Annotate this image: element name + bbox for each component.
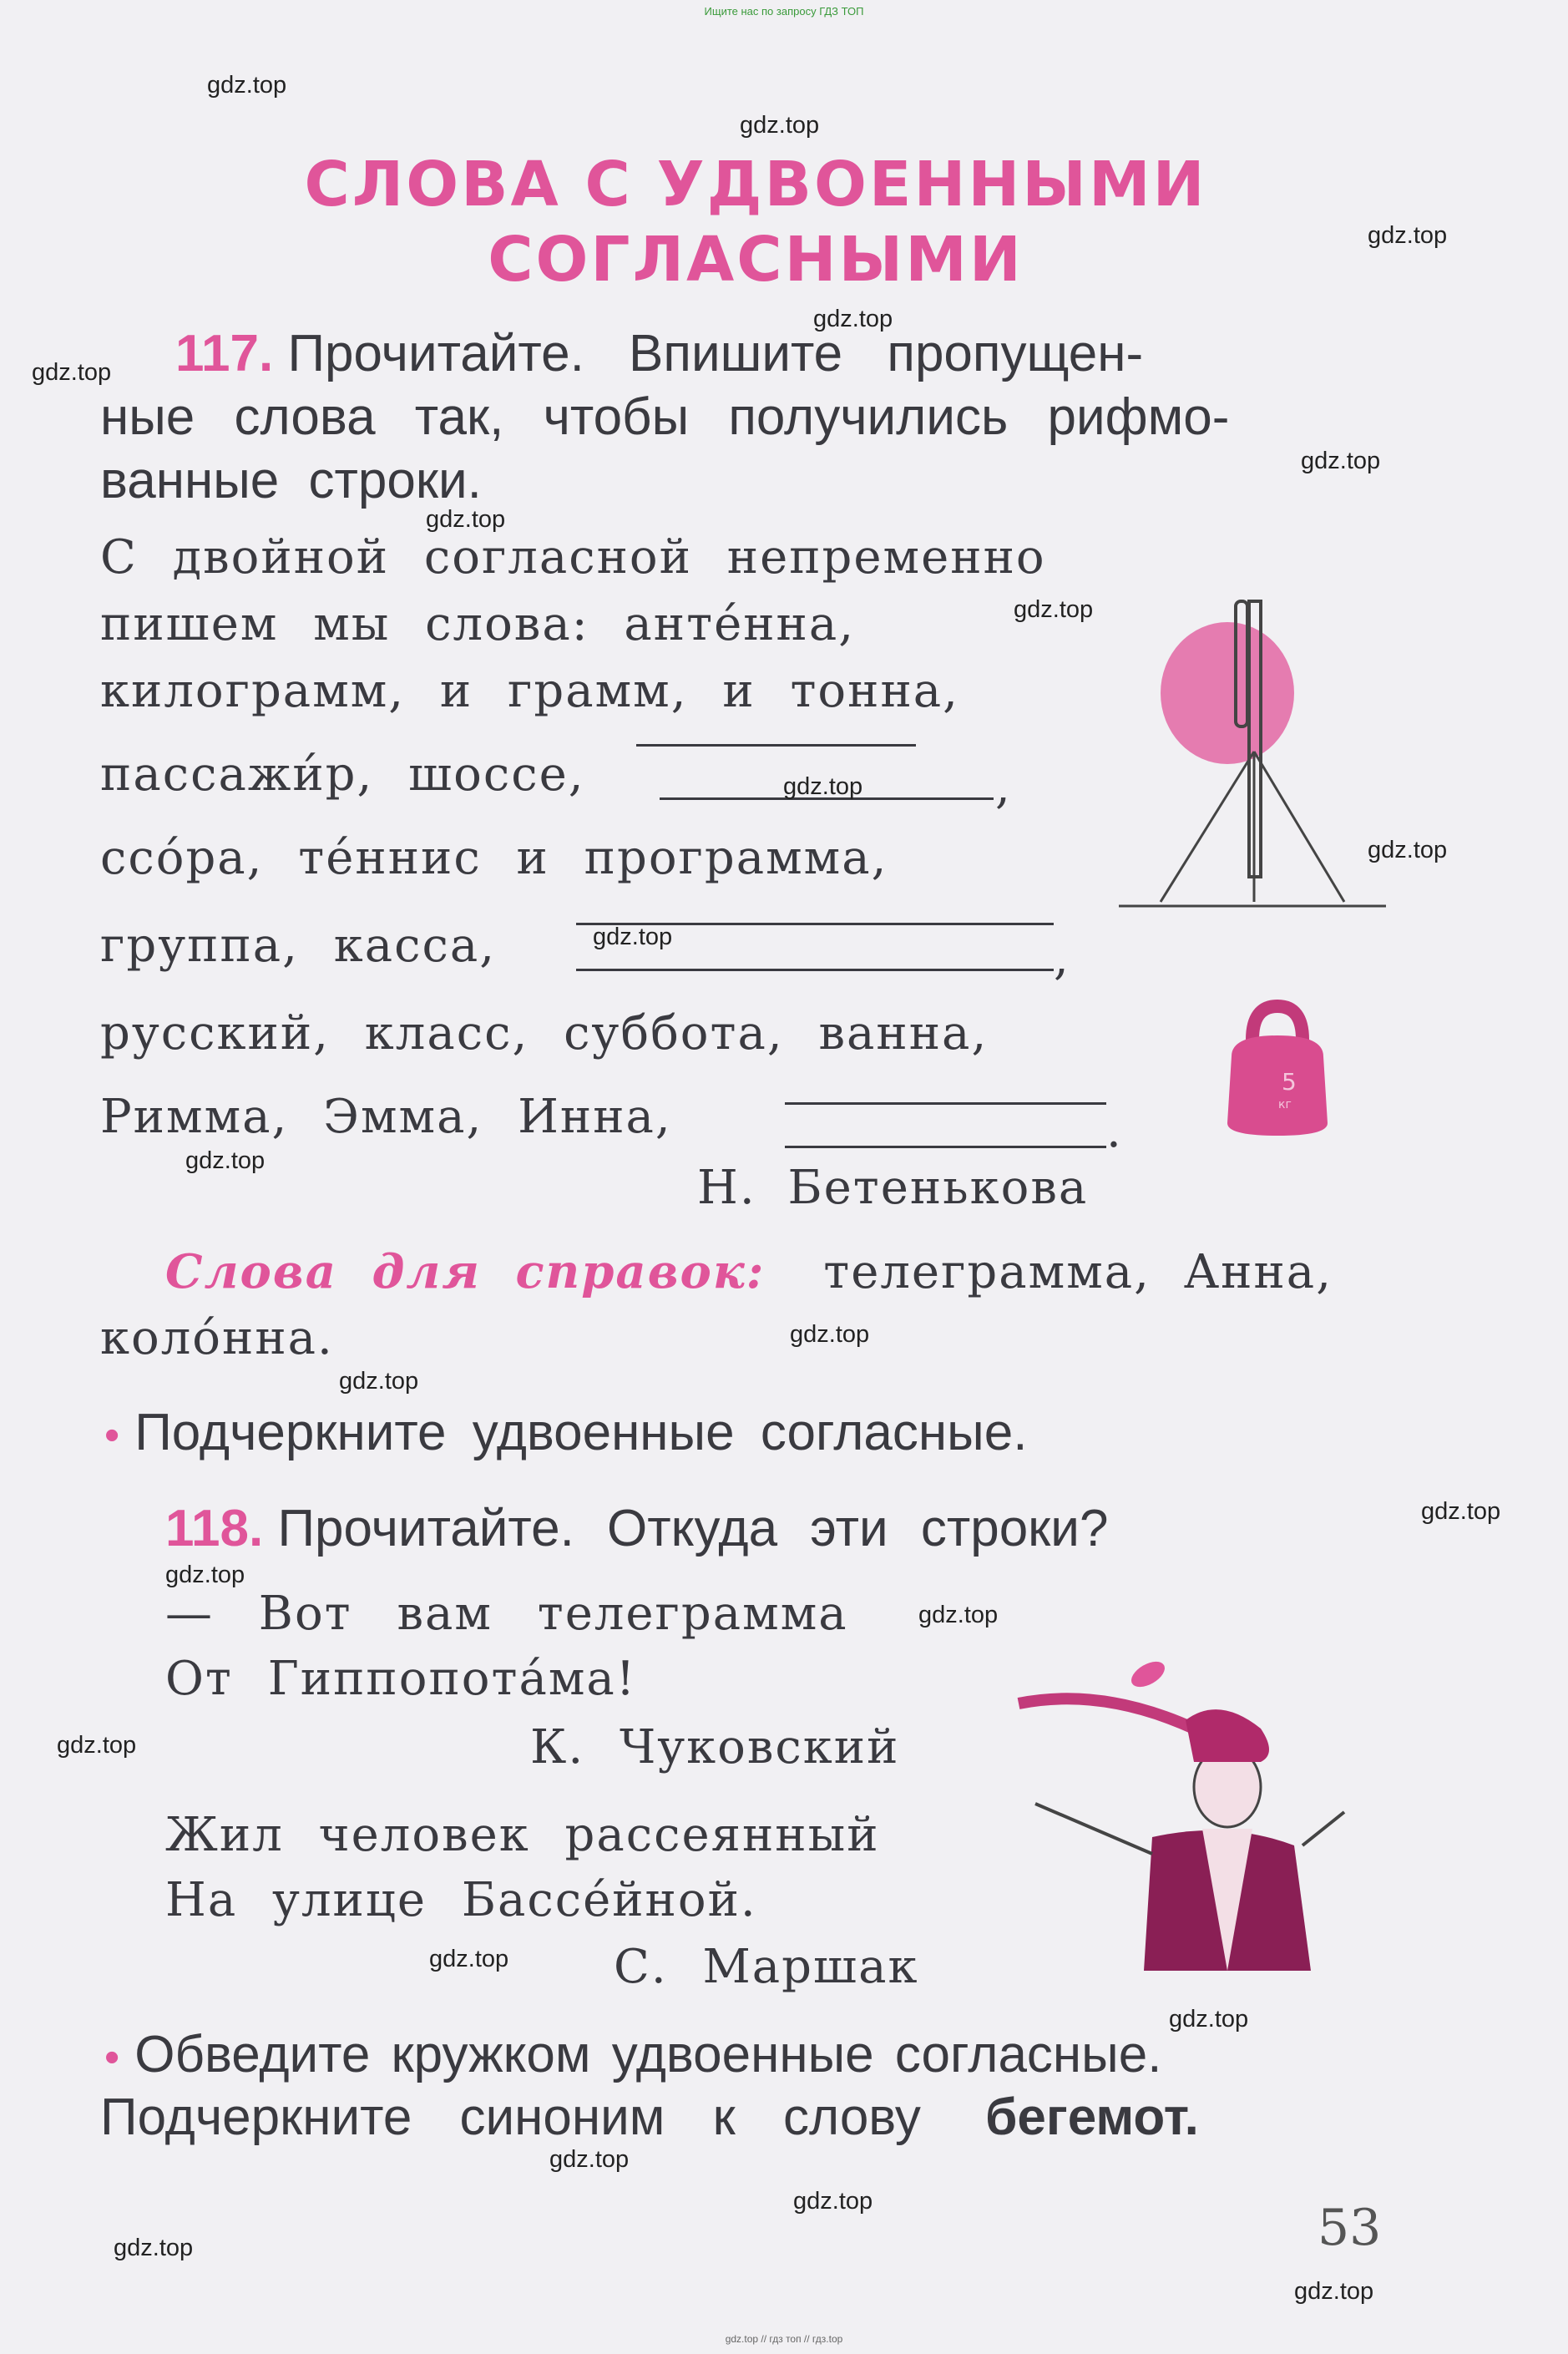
poem-line-7: русский, класс, суббота, ванна, <box>100 1006 989 1061</box>
watermark: gdz.top <box>32 359 112 386</box>
answer-blank-2b[interactable] <box>576 969 1054 971</box>
poem-line-4-comma: , <box>995 760 1012 814</box>
exercise-118-task-2 <box>100 2088 1199 2147</box>
bullet-icon: • <box>104 1411 120 1460</box>
exercise-117-line-1 <box>175 324 1143 383</box>
watermark: gdz.top <box>429 1946 509 1972</box>
bullet-icon: • <box>104 2033 120 2082</box>
reference-line <box>165 1244 1333 1299</box>
page-title-line-2: СОГЛАСНЫМИ <box>488 224 1024 296</box>
reference-words: телеграмма, Анна, <box>823 1245 1333 1299</box>
header-note: Ищите нас по запросу ГДЗ ТОП <box>704 5 864 18</box>
watermark: gdz.top <box>185 1147 266 1174</box>
watermark: gdz.top <box>426 506 506 533</box>
exercise-118-line-1 <box>165 1499 1108 1558</box>
exercise-117-instruction-3: ванные строки. <box>100 452 482 509</box>
watermark: gdz.top <box>593 924 673 950</box>
answer-blank-3a[interactable] <box>785 1102 1106 1105</box>
watermark: gdz.top <box>918 1602 999 1628</box>
exercise-117-task-text: Подчеркните удвоенные согласные. <box>134 1404 1028 1461</box>
reference-label: Слова для справок: <box>165 1244 766 1299</box>
watermark: gdz.top <box>165 1562 245 1588</box>
poem-author: Н. Бетенькова <box>697 1161 1089 1215</box>
poem-line-2: пишем мы слова: анте́нна, <box>100 597 856 651</box>
poem3-author: С. Маршак <box>614 1940 919 1994</box>
answer-blank-1a[interactable] <box>636 744 916 747</box>
antenna-illustration <box>1102 568 1403 919</box>
poem-line-1: С двойной согласной непременно <box>100 530 1046 585</box>
poem2-line-1: — Вот вам телеграмма <box>165 1587 848 1641</box>
weight-unit: кг <box>1278 1098 1292 1111</box>
watermark: gdz.top <box>207 72 287 99</box>
exercise-117-instruction-2: ные слова так, чтобы получились рифмо- <box>100 388 1230 446</box>
watermark: gdz.top <box>339 1368 419 1395</box>
watermark: gdz.top <box>783 773 863 800</box>
reference-words-2: коло́нна. <box>100 1311 334 1365</box>
watermark: gdz.top <box>790 1321 870 1348</box>
exercise-117-task <box>104 1403 1027 1462</box>
exercise-118-number: 118. <box>165 1500 264 1557</box>
poem-line-4-text: пассажи́р, шоссе, <box>100 747 585 802</box>
watermark: gdz.top <box>793 2188 873 2215</box>
page-title-line-1: СЛОВА С УДВОЕННЫМИ <box>304 149 1207 220</box>
watermark: gdz.top <box>740 112 820 139</box>
poem3-line-1: Жил человек рассеянный <box>165 1808 880 1862</box>
exercise-118-task-1 <box>104 2025 1161 2084</box>
watermark: gdz.top <box>1368 837 1448 863</box>
watermark: gdz.top <box>1294 2278 1374 2305</box>
watermark: gdz.top <box>114 2235 194 2261</box>
weight-label: 5 <box>1282 1068 1297 1096</box>
weight-illustration <box>1215 998 1340 1140</box>
poem-line-8: Римма, Эмма, Инна, <box>100 1090 672 1144</box>
footer-note: gdz.top // гдз топ // гдз.top <box>725 2333 843 2345</box>
exercise-118-instruction: Прочитайте. Откуда эти строки? <box>277 1500 1109 1557</box>
absentminded-man-illustration <box>1002 1637 1353 1987</box>
exercise-118-task-1-text: Обведите кружком удвоенные согласные. <box>134 2026 1162 2083</box>
watermark: gdz.top <box>813 306 893 332</box>
watermark: gdz.top <box>1368 222 1448 249</box>
poem-line-6: группа, касса, <box>100 919 497 973</box>
exercise-118-task-2-keyword: бегемот. <box>985 2088 1199 2146</box>
watermark: gdz.top <box>1014 596 1094 623</box>
page-number: 53 <box>1318 2199 1382 2257</box>
poem-line-8-period: . <box>1106 1104 1123 1158</box>
watermark: gdz.top <box>1421 1498 1501 1525</box>
poem3-line-2: На улице Бассе́йной. <box>165 1873 757 1927</box>
poem-line-6-comma: , <box>1054 931 1070 985</box>
watermark: gdz.top <box>549 2146 630 2173</box>
exercise-118-task-2-text: Подчеркните синоним к слову <box>100 2088 921 2146</box>
poem-line-3: килограмм, и грамм, и тонна, <box>100 664 959 718</box>
watermark: gdz.top <box>57 1732 137 1759</box>
answer-blank-3b[interactable] <box>785 1146 1106 1148</box>
poem2-line-2: От Гиппопота́ма! <box>165 1652 637 1706</box>
poem2-author: К. Чуковский <box>530 1720 900 1774</box>
watermark: gdz.top <box>1301 448 1381 474</box>
exercise-117-number: 117. <box>175 325 274 382</box>
watermark: gdz.top <box>1169 2006 1249 2033</box>
poem-line-5: ссо́ра, те́ннис и программа, <box>100 831 888 885</box>
exercise-117-instruction-1: Прочитайте. Впишите пропущен- <box>287 325 1144 382</box>
